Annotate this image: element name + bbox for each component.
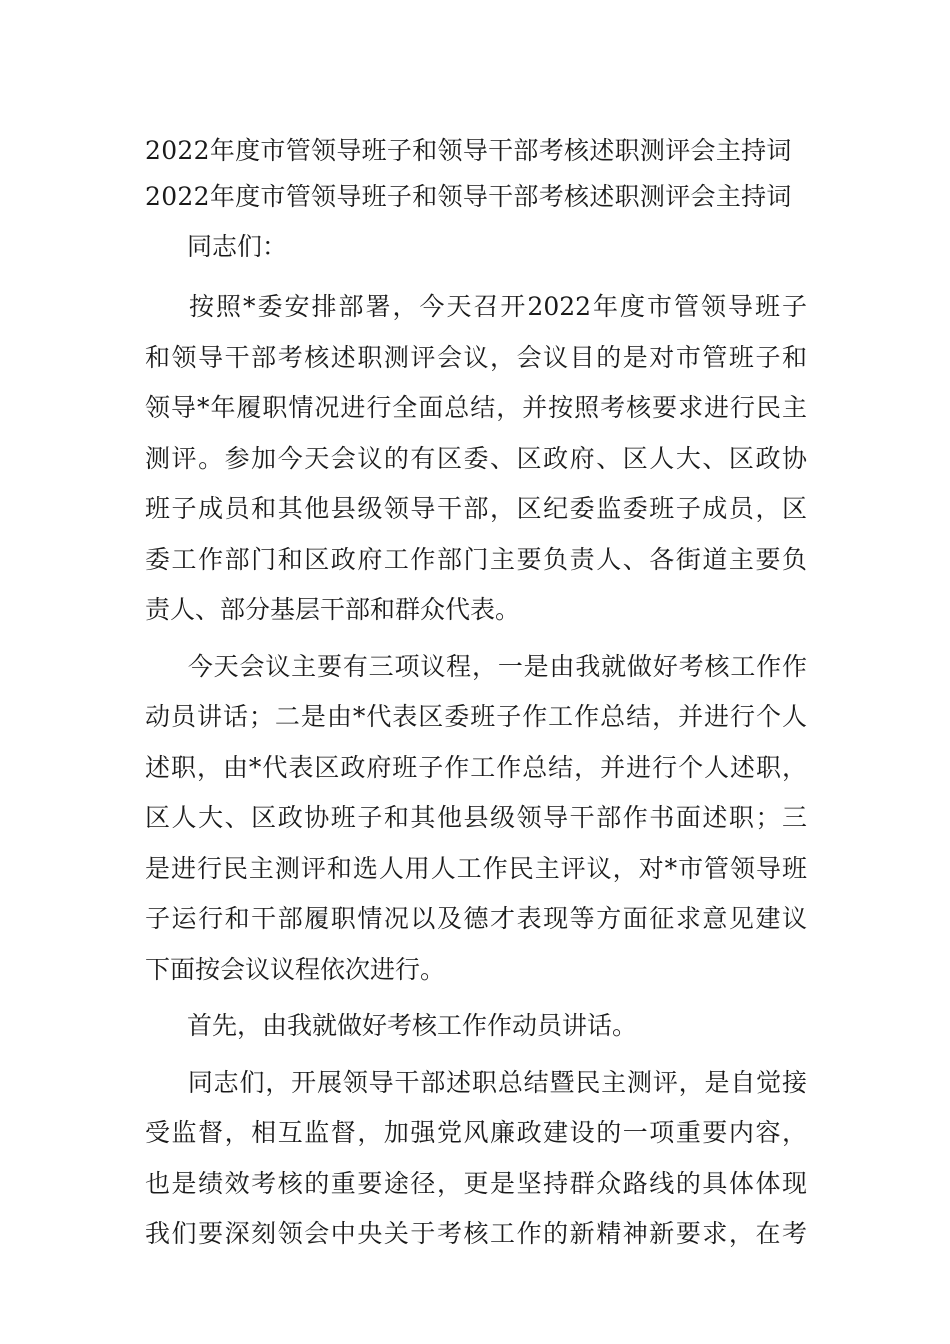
document-page xyxy=(145,128,807,1260)
paragraph-3-line: 首先，由我就做好考核工作作动员讲话。 xyxy=(187,1011,638,1040)
greeting-paragraph xyxy=(145,222,807,272)
paragraph-2-line: 今天会议主要有三项议程，一是由我就做好考核工作作 xyxy=(187,651,807,681)
paragraph-2 xyxy=(145,642,807,996)
paragraph-2-line: 子运行和干部履职情况以及德才表现等方面征求意见建议 xyxy=(145,904,807,933)
document-title-1: 2022年度市管领导班子和领导干部考核述职测评会主持词 xyxy=(145,136,792,165)
paragraph-1-line: 按照*委安排部署，今天召开2022年度市管领导班子 xyxy=(187,292,807,321)
paragraph-4 xyxy=(145,1058,807,1260)
paragraph-1-line: 委工作部门和区政府工作部门主要负责人、各街道主要负 xyxy=(145,544,807,574)
paragraph-1-line: 领导*年履职情况进行全面总结，并按照考核要求进行民主 xyxy=(145,393,807,422)
paragraph-4-line: 也是绩效考核的重要途径，更是坚持群众路线的具体体现 xyxy=(145,1168,807,1198)
paragraph-1 xyxy=(145,282,807,636)
paragraph-1-line: 测评。参加今天会议的有区委、区政府、区人大、区政协 xyxy=(145,443,807,473)
paragraph-2-line: 是进行民主测评和选人用人工作民主评议，对*市管领导班 xyxy=(145,853,807,883)
document-title-2: 2022年度市管领导班子和领导干部考核述职测评会主持词 xyxy=(145,182,792,211)
paragraph-2-line: 下面按会议议程依次进行。 xyxy=(145,954,446,984)
paragraph-2-line: 动员讲话；二是由*代表区委班子作工作总结，并进行个人 xyxy=(145,702,807,731)
paragraph-4-line: 同志们，开展领导干部述职总结暨民主测评，是自觉接 xyxy=(187,1067,807,1097)
greeting-text: 同志们： xyxy=(187,232,288,261)
paragraph-3 xyxy=(145,1001,807,1052)
paragraph-2-line: 述职，由*代表区政府班子作工作总结，并进行个人述职， xyxy=(145,752,807,782)
paragraph-4-line: 受监督，相互监督，加强党风廉政建设的一项重要内容， xyxy=(145,1118,807,1147)
paragraph-4-line: 我们要深刻领会中央关于考核工作的新精神新要求，在考 xyxy=(145,1219,807,1248)
paragraph-1-line: 责人、部分基层干部和群众代表。 xyxy=(145,595,521,624)
paragraph-2-line: 区人大、区政协班子和其他县级领导干部作书面述职；三 xyxy=(145,803,807,832)
paragraph-1-line: 班子成员和其他县级领导干部，区纪委监委班子成员，区 xyxy=(145,494,807,523)
paragraph-1-line: 和领导干部考核述职测评会议，会议目的是对市管班子和 xyxy=(145,342,807,372)
